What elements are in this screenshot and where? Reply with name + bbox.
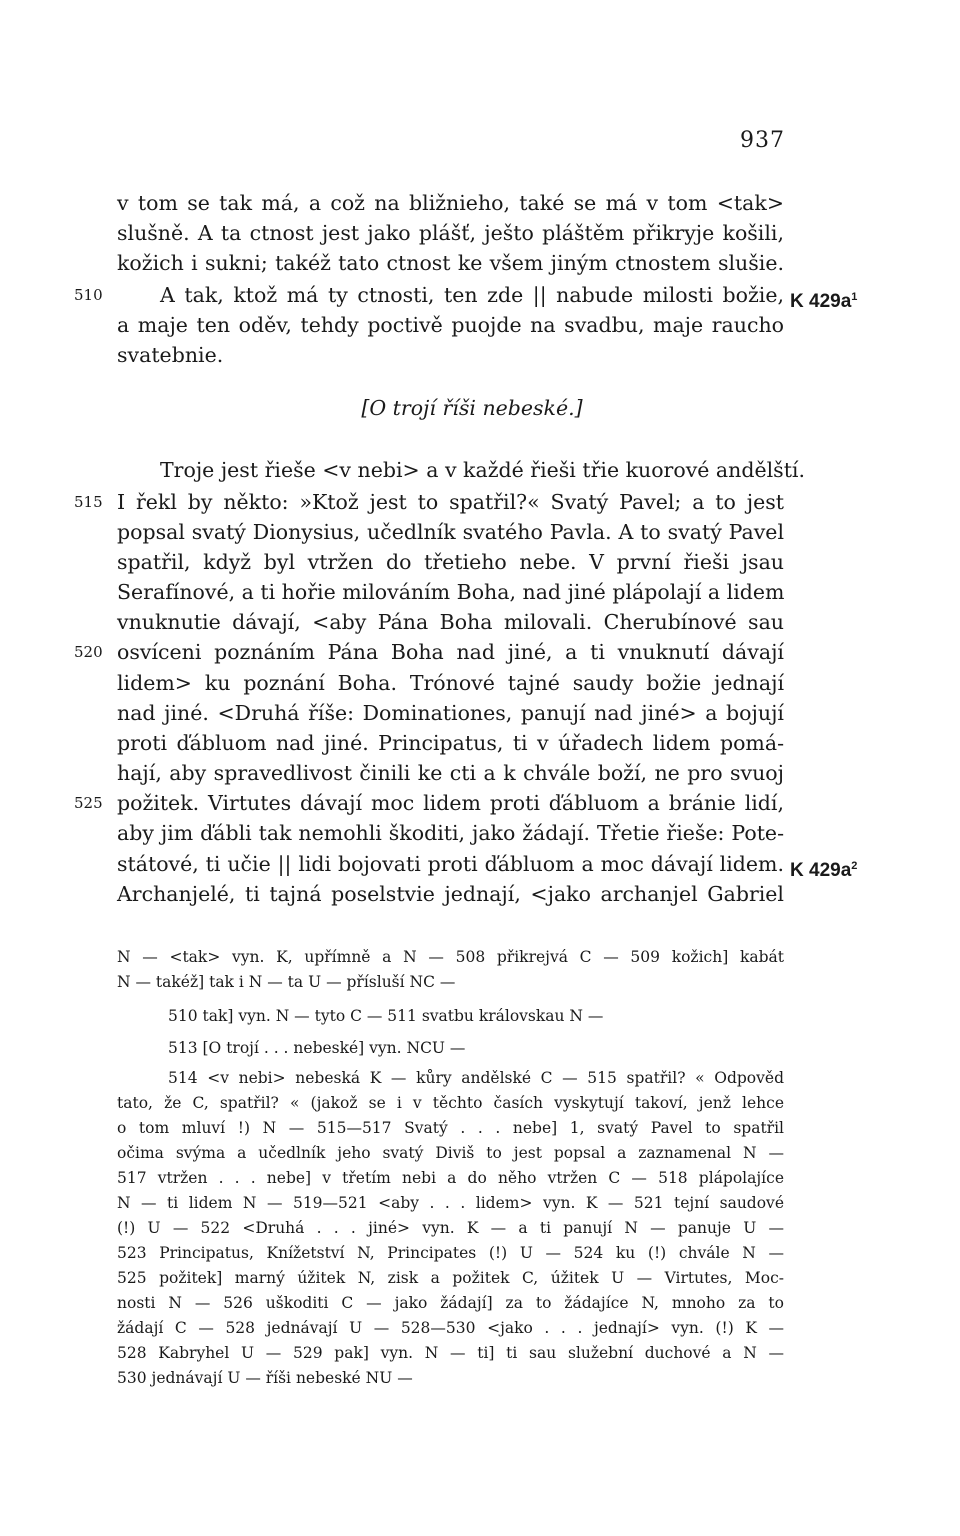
- footnote-line: N — takéž] tak i N — ta U — přísluší NC —: [117, 973, 456, 991]
- text-line: požitek. Virtutes dávají moc lidem proti ďábluom a bránie lidí,: [117, 791, 784, 815]
- text-line: v tom se tak má, a což na bližnieho, také se má v tom <tak>: [117, 191, 784, 215]
- text-line: vnuknutie dávají, <aby Pána Boha milovali. Cherubínové sau: [117, 610, 784, 634]
- footnote-line: nosti N — 526 uškoditi C — jako žádají] za to žádajíce N, mnoho za to: [117, 1294, 784, 1312]
- footnote-line: 514 <v nebi> nebeská K — kůry andělské C — 515 spatřil? « Odpověd: [168, 1069, 784, 1087]
- margin-reference-superscript: 2: [851, 860, 858, 872]
- text-line: I řekl by někto: »Ktož jest to spatřil?« Svatý Pavel; a to jest: [117, 490, 784, 514]
- footnote-line: 530 jednávají U — říši nebeské NU —: [117, 1369, 413, 1387]
- footnote-line: 510 tak] vyn. N — tyto C — 511 svatbu královskau N —: [168, 1007, 604, 1025]
- margin-reference: [790, 851, 857, 881]
- footnote-line: o tom mluví !) N — 515—517 Svatý . . . nebe] 1, svatý Pavel to spatřil: [117, 1119, 784, 1137]
- footnote-line: tato, že C, spatřil? « (jakož se i v těchto časích vyskytují takoví, jenž lehce: [117, 1094, 784, 1112]
- text-line: hají, aby spravedlivost činili ke cti a k chvále boží, ne pro svuoj: [117, 761, 784, 785]
- footnote-line: N — <tak> vyn. K, upřímně a N — 508 přikrejvá C — 509 kožich] kabát: [117, 948, 784, 966]
- line-number: 525: [74, 794, 103, 812]
- text-line: svatebnie.: [117, 343, 224, 367]
- footnote-line: 513 [O trojí . . . nebeské] vyn. NCU —: [168, 1039, 466, 1057]
- footnote-line: 523 Principatus, Knížetství N, Principates (!) U — 524 ku (!) chvále N —: [117, 1244, 784, 1262]
- footnote-line: 525 požitek] marný úžitek N, zisk a požitek C, úžitek U — Virtutes, Moc-: [117, 1269, 784, 1287]
- text-line: proti ďábluom nad jiné. Principatus, ti v úřadech lidem pomá-: [117, 731, 784, 755]
- text-line: popsal svatý Dionysius, učedlník svatého Pavla. A to svatý Pavel: [117, 520, 784, 544]
- text-line: kožich i sukni; takéž tato ctnost ke všem jiným ctnostem slušie.: [117, 251, 784, 275]
- text-line: Archanjelé, ti tajná poselstvie jednají, <jako archanjel Gabriel: [117, 882, 784, 906]
- section-heading: [O trojí říši nebeské.]: [361, 396, 583, 420]
- text-line: státové, ti učie || lidi bojovati proti ďábluom a moc dávají lidem.: [117, 852, 784, 876]
- text-line: slušně. A ta ctnost jest jako plášť, ješto pláštěm přikryje košili,: [117, 221, 784, 245]
- footnote-line: 528 Kabryhel U — 529 pak] vyn. N — ti] ti sau služební duchové a N —: [117, 1344, 784, 1362]
- text-line: A tak, ktož má ty ctnosti, ten zde || nabude milosti božie,: [160, 283, 784, 307]
- text-line: Serafínové, a ti hořie milováním Boha, nad jiné plápolají a lidem: [117, 580, 785, 604]
- text-line: nad jiné. <Druhá říše: Dominationes, panují nad jiné> a bojují: [117, 701, 784, 725]
- line-number: 520: [74, 643, 103, 661]
- text-line: lidem> ku poznání Boha. Trónové tajné saudy božie jednají: [117, 671, 784, 695]
- margin-reference-superscript: 1: [851, 291, 858, 303]
- margin-reference: [790, 282, 857, 312]
- footnote-line: (!) U — 522 <Druhá . . . jiné> vyn. K — a ti panují N — panuje U —: [117, 1219, 784, 1237]
- line-number: 515: [74, 493, 103, 511]
- footnote-line: N — ti lidem N — 519—521 <aby . . . lidem> vyn. K — 521 tejní saudové: [117, 1194, 784, 1212]
- margin-reference-label: K 429a: [790, 860, 852, 881]
- footnote-line: 517 vtržen . . . nebe] v třetím nebi a do něho vtržen C — 518 plápolajíce: [117, 1169, 784, 1187]
- text-line: osvíceni poznáním Pána Boha nad jiné, a ti vnuknutí dávají: [117, 640, 784, 664]
- margin-reference-label: K 429a: [790, 291, 852, 312]
- footnote-line: žádají C — 528 jednávají U — 528—530 <jako . . . jednají> vyn. (!) K —: [117, 1319, 784, 1337]
- text-line: a maje ten oděv, tehdy poctivě puojde na svadbu, maje raucho: [117, 313, 784, 337]
- footnote-line: očima svýma a učedlník jeho svatý Diviš to jest popsal a zaznamenal N —: [117, 1144, 784, 1162]
- text-line: spatřil, když byl vtržen do třetieho nebe. V první řieši jsau: [117, 550, 784, 574]
- line-number: 510: [74, 286, 103, 304]
- page-number: 937: [740, 128, 785, 153]
- text-line: aby jim ďábli tak nemohli škoditi, jako žádají. Třetie řieše: Pote-: [117, 821, 784, 845]
- text-line: Troje jest řieše <v nebi> a v každé řieši třie kuorové andělští.: [160, 458, 805, 482]
